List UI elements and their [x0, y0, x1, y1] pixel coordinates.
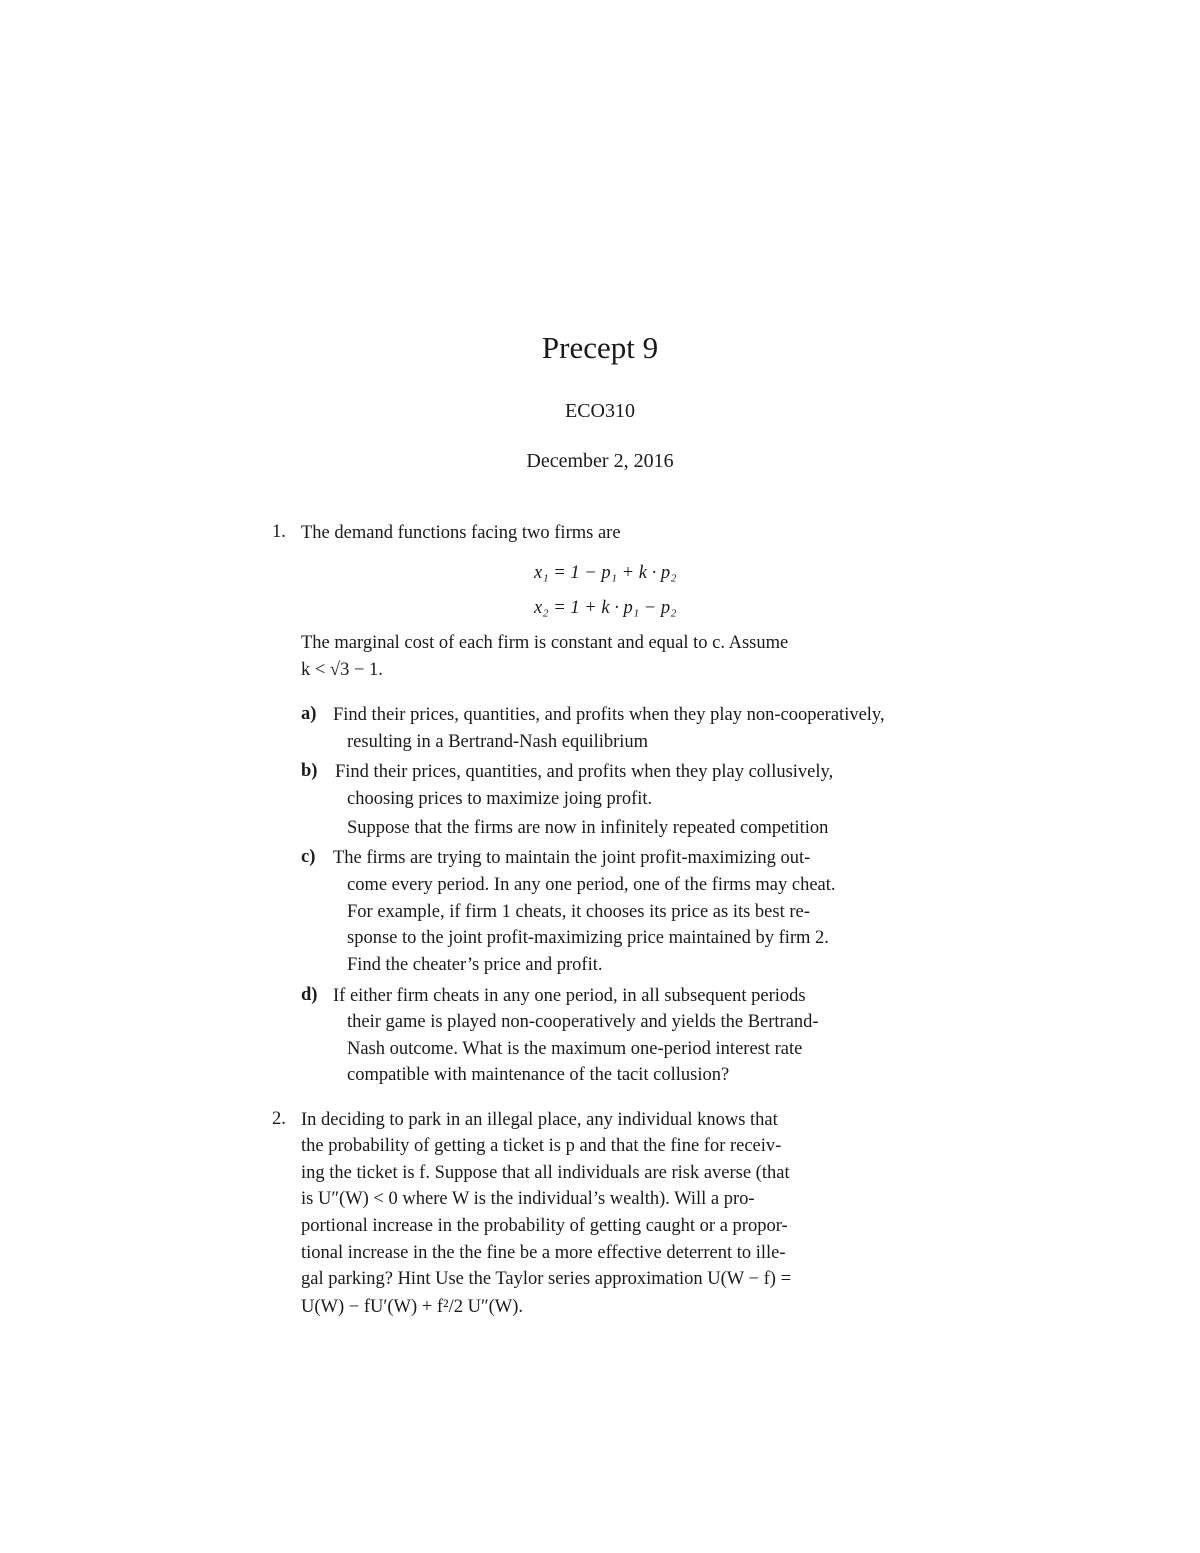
document-date: December 2, 2016 — [526, 450, 674, 472]
question-2-line-8: U(W) − fU′(W) + f²/2 U″(W). — [301, 1297, 524, 1317]
question-1-number: 1. — [272, 522, 286, 542]
part-c-line-5: Find the cheater’s price and profit. — [347, 955, 603, 975]
part-d-label: d) — [301, 985, 318, 1005]
demand-equation-1: x₁ = 1 − p₁ + k · p₂ — [534, 563, 677, 583]
part-a-line-1: Find their prices, quantities, and profits when they play non-cooperatively, — [333, 705, 885, 725]
part-b-line-2: choosing prices to maximize joing profit. — [347, 789, 653, 809]
question-2-line-3: ing the ticket is f. Suppose that all individuals are risk averse (that — [301, 1163, 790, 1183]
part-c-line-3: For example, if firm 1 cheats, it chooses its price as its best re- — [347, 902, 810, 922]
part-c-line-1: The firms are trying to maintain the joint profit-maximizing out- — [333, 848, 811, 868]
part-d-line-4: compatible with maintenance of the tacit collusion? — [347, 1065, 730, 1085]
part-d-line-1: If either firm cheats in any one period, in all subsequent periods — [333, 986, 806, 1006]
part-a-label: a) — [301, 704, 317, 724]
part-c-line-4: sponse to the joint profit-maximizing price maintained by firm 2. — [347, 928, 829, 948]
demand-equation-2: x₂ = 1 + k · p₁ − p₂ — [534, 598, 677, 618]
part-c-label: c) — [301, 847, 316, 867]
question-2-line-5: portional increase in the probability of getting caught or a propor- — [301, 1216, 788, 1236]
question-2-line-2: the probability of getting a ticket is p and that the fine for receiv- — [301, 1136, 782, 1156]
question-2-line-7: gal parking? Hint Use the Taylor series approximation U(W − f) = — [301, 1269, 791, 1289]
question-2-line-4: is U″(W) < 0 where W is the individual’s wealth). Will a pro- — [301, 1189, 755, 1209]
part-b-line-1: Find their prices, quantities, and profits when they play collusively, — [335, 762, 834, 782]
course-code: ECO310 — [565, 400, 635, 422]
question-1-intro: The demand functions facing two firms are — [301, 523, 621, 543]
part-c-line-2: come every period. In any one period, one of the firms may cheat. — [347, 875, 836, 895]
marginal-cost-line-1: The marginal cost of each firm is constant and equal to c. Assume — [301, 633, 789, 653]
marginal-cost-line-2: k < √3 − 1. — [301, 660, 383, 680]
part-a-line-2: resulting in a Bertrand-Nash equilibrium — [347, 732, 649, 752]
page-title: Precept 9 — [541, 330, 659, 365]
question-2-number: 2. — [272, 1109, 286, 1129]
repeated-competition-note: Suppose that the firms are now in infinitely repeated competition — [347, 818, 829, 838]
part-d-line-3: Nash outcome. What is the maximum one-period interest rate — [347, 1039, 803, 1059]
part-d-line-2: their game is played non-cooperatively and yields the Bertrand- — [347, 1012, 819, 1032]
part-b-label: b) — [301, 761, 318, 781]
question-2-line-1: In deciding to park in an illegal place, any individual knows that — [301, 1110, 778, 1130]
question-2-line-6: tional increase in the the fine be a more effective deterrent to ille- — [301, 1243, 786, 1263]
